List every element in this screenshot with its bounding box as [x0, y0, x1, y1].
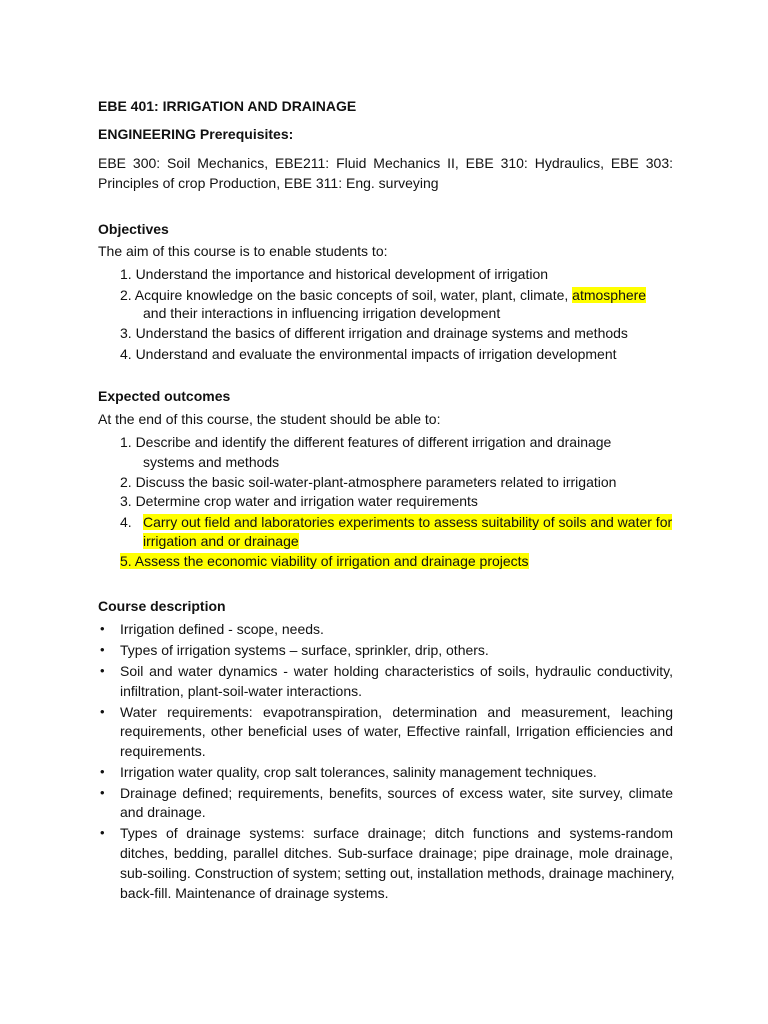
course-bullet-item: Drainage defined; requirements, benefits, sources of excess water, site survey, climate — [120, 785, 673, 801]
course-bullet-continuation: back-fill. Maintenance of drainage systems. — [120, 885, 389, 901]
bullet-icon: • — [100, 785, 105, 800]
prerequisites-line: EBE 300: Soil Mechanics, EBE211: Fluid Mechanics II, EBE 310: Hydraulics, EBE 303: — [98, 155, 673, 171]
outcome-item-highlighted — [120, 552, 529, 570]
objective-item-continuation: and their interactions in influencing irrigation development — [143, 305, 501, 321]
objectives-intro: The aim of this course is to enable students to: — [98, 243, 388, 259]
course-bullet-continuation: requirements. — [120, 743, 206, 759]
highlighted-text: irrigation and or drainage — [143, 533, 299, 549]
objective-item: 1. Understand the importance and historical development of irrigation — [120, 266, 549, 282]
course-bullet-item: Types of irrigation systems – surface, sprinkler, drip, others. — [120, 642, 489, 658]
bullet-icon: • — [100, 704, 105, 719]
outcome-item: 2. Discuss the basic soil-water-plant-atmosphere parameters related to irrigation — [120, 474, 617, 490]
highlighted-text: 5. Assess the economic viability of irrigation and drainage projects — [120, 553, 529, 569]
outcomes-intro: At the end of this course, the student should be able to: — [98, 411, 441, 427]
course-bullet-item: Irrigation water quality, crop salt tolerances, salinity management techniques. — [120, 764, 597, 780]
outcome-item: 3. Determine crop water and irrigation water requirements — [120, 493, 478, 509]
course-bullet-continuation: sub-soiling. Construction of system; setting out, installation methods, drainage machinery, — [120, 865, 675, 881]
outcome-item-highlighted — [143, 513, 672, 531]
bullet-icon: • — [100, 663, 105, 678]
course-bullet-continuation: and drainage. — [120, 804, 206, 820]
objectives-heading: Objectives — [98, 221, 169, 237]
outcome-item-continuation: systems and methods — [143, 454, 280, 470]
course-description-heading: Course description — [98, 598, 226, 614]
course-bullet-continuation: infiltration, plant-soil-water interactions. — [120, 683, 362, 699]
bullet-icon: • — [100, 621, 105, 636]
outcome-item-continuation — [143, 532, 299, 550]
outcome-item-number: 4. — [120, 514, 132, 530]
prerequisites-heading: ENGINEERING Prerequisites: — [98, 126, 294, 142]
objective-item: 4. Understand and evaluate the environmental impacts of irrigation development — [120, 346, 617, 362]
highlighted-text: atmosphere — [572, 287, 647, 303]
bullet-icon: • — [100, 825, 105, 840]
course-bullet-continuation: ditches, bedding, parallel ditches. Sub-surface drainage; pipe drainage, mole drainage, — [120, 845, 673, 861]
course-bullet-item: Irrigation defined - scope, needs. — [120, 621, 324, 637]
course-bullet-continuation: requirements, other beneficial uses of water, Effective rainfall, Irrigation efficiencies and — [120, 723, 673, 739]
document-title: EBE 401: IRRIGATION AND DRAINAGE — [98, 98, 357, 114]
course-bullet-item: Soil and water dynamics - water holding characteristics of soils, hydraulic conductivity, — [120, 663, 673, 679]
bullet-icon: • — [100, 764, 105, 779]
objective-item: 3. Understand the basics of different irrigation and drainage systems and methods — [120, 325, 628, 341]
objective-item — [120, 286, 646, 304]
outcomes-heading: Expected outcomes — [98, 388, 231, 404]
course-bullet-item: Types of drainage systems: surface drainage; ditch functions and systems-random — [120, 825, 673, 841]
highlighted-text: Carry out field and laboratories experiments to assess suitability of soils and water for — [143, 514, 673, 530]
objective-item-text: 2. Acquire knowledge on the basic concepts of soil, water, plant, climate, — [120, 287, 573, 303]
bullet-icon: • — [100, 642, 105, 657]
course-bullet-item: Water requirements: evapotranspiration, determination and measurement, leaching — [120, 704, 673, 720]
prerequisites-line: Principles of crop Production, EBE 311: Eng. surveying — [98, 175, 439, 191]
outcome-item: 1. Describe and identify the different features of different irrigation and drainage — [120, 434, 612, 450]
